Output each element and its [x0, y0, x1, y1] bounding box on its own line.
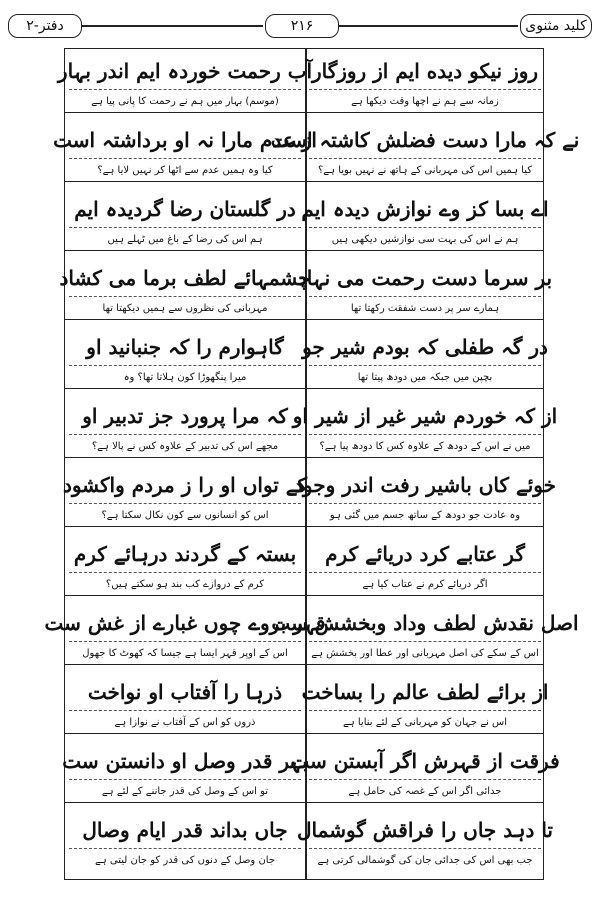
page-header	[0, 6, 600, 40]
urdu-translation: (موسم) بہار میں ہم نے رحمت کا پانی پیا ہے	[69, 92, 301, 110]
persian-verse: گاہوارم را کہ جنبانید او	[86, 335, 284, 359]
persian-verse: خوئے کاں باشیر رفت اندر وجود	[294, 473, 556, 497]
urdu-translation: مجھے اس کی تدبیر کے علاوہ کس نے پالا ہے؟	[69, 437, 301, 455]
second-hemistich-cell	[62, 739, 308, 803]
first-hemistich-cell	[292, 394, 558, 458]
urdu-translation: اس کو انسانوں سے کون نکال سکتا ہے؟	[69, 506, 301, 524]
verse-row	[65, 532, 543, 596]
first-hemistich-cell	[290, 739, 560, 803]
second-hemistich-cell	[65, 532, 305, 596]
urdu-translation: زمانہ سے ہم نے اچھا وقت دیکھا ہے	[309, 92, 541, 110]
urdu-translation: وہ عادت جو دودھ کے ساتھ جسم میں گئی ہو	[309, 506, 541, 524]
persian-verse: فرقت از قہرش اگر آبستن ست	[290, 749, 560, 773]
persian-verse: بر سرما دست رحمت می نہاد	[297, 266, 553, 290]
urdu-translation: ہم اس کی رضا کے باغ میں ٹہلے ہیں	[69, 230, 301, 248]
first-hemistich-cell	[294, 463, 556, 527]
persian-verse: چشمہائے لطف برما می کشاد	[59, 266, 311, 290]
urdu-translation: اس کے سکے کی اصل مہربانی اور عطا اور بخشش ہے	[309, 644, 541, 662]
persian-verse: روز نیکو دیده ایم از روزگار	[311, 59, 539, 83]
urdu-translation: مہربانی کی نظروں سے ہمیں دیکھتا تھا	[69, 299, 301, 317]
page-number: ۲۱۶	[265, 14, 339, 38]
persian-verse: جاں بداند قدر ایام وصال	[82, 818, 288, 842]
urdu-translation: بچپن میں جبکہ میں دودھ پیتا تھا	[309, 368, 541, 386]
header-rule-left	[82, 25, 263, 27]
persian-verse: ذرہا را آفتاب او نواخت	[87, 680, 283, 704]
first-hemistich-cell	[270, 118, 580, 182]
verse-row	[53, 118, 580, 182]
verse-row	[65, 394, 558, 458]
verse-row	[44, 601, 579, 665]
second-hemistich-cell	[65, 670, 305, 734]
second-hemistich-cell	[65, 187, 305, 251]
verse-row	[65, 808, 553, 872]
first-hemistich-cell	[301, 187, 549, 251]
second-hemistich-cell	[62, 463, 308, 527]
urdu-translation: جدائی اگر اس کے غصہ کی حامل ہے	[309, 782, 541, 800]
persian-verse: تا دہد جاں را فراقش گوشمال	[297, 818, 553, 842]
first-hemistich-cell	[305, 49, 545, 113]
second-hemistich-cell	[53, 118, 317, 182]
urdu-translation: اس نے جہان کو مہربانی کے لئے بنایا ہے	[309, 713, 541, 731]
verse-row	[62, 739, 560, 803]
verse-row	[65, 187, 549, 251]
second-hemistich-cell	[65, 394, 305, 458]
volume-label: دفتر-۲	[8, 14, 82, 38]
persian-verse: اصل نقدش لطف وداد وبخشش ست	[271, 611, 579, 635]
urdu-translation: جب بھی اس کی جدائی جان کی گوشمالی کرتی ہے	[309, 851, 541, 869]
book-title: کلید مثنوی	[520, 14, 592, 38]
second-hemistich-cell	[65, 808, 305, 872]
urdu-translation: ہم نے اس کی بہت سی نوازشیں دیکھی ہیں	[309, 230, 541, 248]
urdu-translation: ذروں کو اس کے آفتاب نے نوازا ہے	[69, 713, 301, 731]
second-hemistich-cell	[65, 325, 305, 389]
persian-verse: از عدم مارا نہ او برداشتہ است	[53, 128, 317, 152]
persian-verse: کے تواں او را ز مردم واکشود	[62, 473, 308, 497]
persian-verse: آب رحمت خوردہ ایم اندر بہار	[57, 59, 313, 83]
verse-row	[62, 463, 556, 527]
first-hemistich-cell	[297, 256, 553, 320]
verse-row	[57, 49, 543, 113]
first-hemistich-cell	[271, 601, 579, 665]
persian-verse: بہر قدر وصل او دانستن ست	[62, 749, 308, 773]
second-hemistich-cell	[44, 601, 326, 665]
urdu-translation: کیا وہ ہمیں عدم سے اٹھا کر نہیں لایا ہے؟	[69, 161, 301, 179]
urdu-translation: کیا ہمیں اس کی مہربانی کے ہاتھ نے نہیں بویا ہے؟	[309, 161, 541, 179]
first-hemistich-cell	[302, 325, 548, 389]
urdu-translation: ہمارے سر پر دست شفقت رکھتا تھا	[309, 299, 541, 317]
urdu-translation: میں نے اس کے دودھ کے علاوہ کس کا دودھ پیا ہے؟	[309, 437, 541, 455]
verse-row	[59, 256, 553, 320]
persian-verse: در گلستان رضا گردیدہ ایم	[74, 197, 296, 221]
second-hemistich-cell	[57, 49, 313, 113]
urdu-translation: تو اس کے وصل کی قدر جاننے کے لئے ہے	[69, 782, 301, 800]
verse-row	[65, 325, 548, 389]
persian-verse: از کہ خوردم شیر غیر از شیر او	[292, 404, 558, 428]
urdu-translation: جان وصل کے دنوں کی قدر کو جان لیتی ہے	[69, 851, 301, 869]
urdu-translation: میرا پنگھوڑا کون ہلاتا تھا؟ وہ	[69, 368, 301, 386]
persian-verse: کہ مرا پرورد جز تدبیر او	[82, 404, 288, 428]
second-hemistich-cell	[59, 256, 311, 320]
first-hemistich-cell	[305, 532, 545, 596]
persian-verse: اے بسا کز وے نوازش دیدہ ایم	[301, 197, 549, 221]
persian-verse: از برائے لطف عالم را بساخت	[301, 680, 549, 704]
urdu-translation: کرم کے دروازے کب بند ہو سکتے ہیں؟	[69, 575, 301, 593]
persian-verse: قہر بروے چوں غبارے از غش ست	[44, 611, 326, 635]
persian-verse: بستہ کے گردند درہائے کرم	[73, 542, 297, 566]
urdu-translation: اس کے اوپر قہر ایسا ہے جیسا کہ کھوٹ کا جھول	[69, 644, 301, 662]
first-hemistich-cell	[297, 808, 553, 872]
first-hemistich-cell	[301, 670, 549, 734]
persian-verse: نے کہ مارا دست فضلش کاشتہ است	[270, 128, 580, 152]
persian-verse: گر عتابے کرد دریائے کرم	[325, 542, 525, 566]
header-rule-right	[339, 25, 518, 27]
persian-verse: در گہ طفلی کہ بودم شیر جو	[302, 335, 548, 359]
verse-row	[65, 670, 549, 734]
urdu-translation: اگر دریائے کرم نے عتاب کیا ہے	[309, 575, 541, 593]
verse-table	[44, 48, 580, 880]
